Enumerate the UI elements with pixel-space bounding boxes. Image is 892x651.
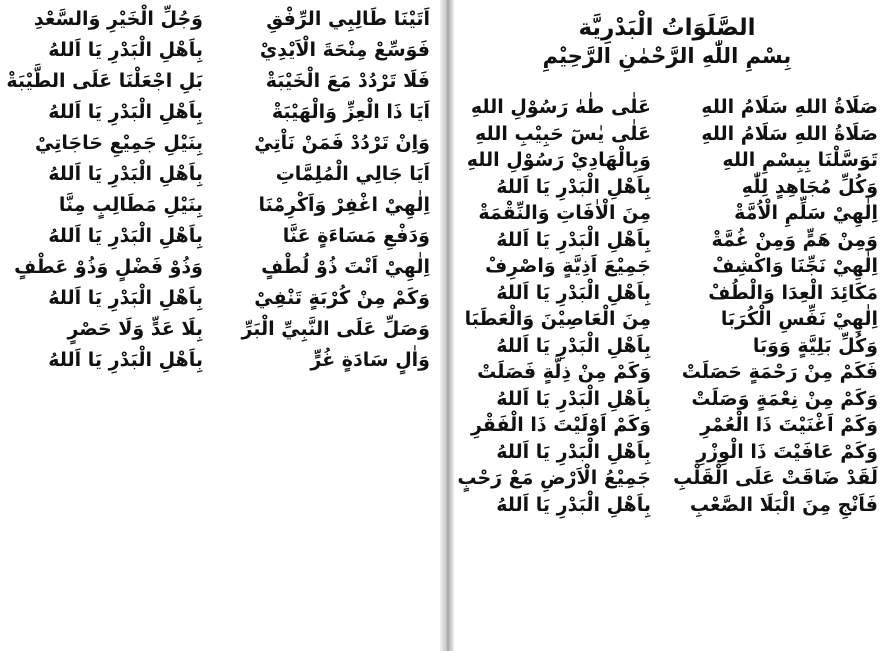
right-page xyxy=(446,0,892,651)
second-hemistich: بِاَهْلِ الْبَدْرِ يَا اَللهُ xyxy=(496,493,651,516)
verse-line xyxy=(18,97,430,128)
second-hemistich: بِاَهْلِ الْبَدْرِ يَا اَللهُ xyxy=(496,281,651,304)
first-hemistich: صَلَاةُ اللهِ سَلَامُ اللهِ xyxy=(701,122,878,145)
first-hemistich: وَدَفْعِ مَسَاءَةٍ عَنَّا xyxy=(282,225,430,247)
second-hemistich: بِاَهْلِ الْبَدْرِ يَا اَللهُ xyxy=(48,349,203,371)
verse-line xyxy=(456,465,878,492)
second-hemistich: بِاَهْلِ الْبَدْرِ يَا اَللهُ xyxy=(496,440,651,463)
first-hemistich: وَكُلِّ مُجَاهِدٍ لِلّٰهِ xyxy=(741,175,878,198)
first-hemistich: اِلٰهِيْ نَجِّنَا وَاكْشِفْ xyxy=(712,255,878,277)
first-hemistich: وَصَلِّ عَلَى النَّبِيِّ الْبَرِّ xyxy=(241,318,430,340)
second-hemistich: بِاَهْلِ الْبَدْرِ يَا اَللهُ xyxy=(48,163,203,185)
first-hemistich: اَيَا جَالِي الْمُلِمَّاتِ xyxy=(275,163,430,185)
first-hemistich: وَكُلِّ بَلِيَّةٍ وَوَبَا xyxy=(752,334,878,357)
verse-line xyxy=(456,253,878,280)
verse-list-left xyxy=(6,4,430,376)
verse-list-right xyxy=(456,94,878,518)
poem-title: الصَّلَوَاتُ الْبَدْرِيَّة xyxy=(578,15,756,41)
first-hemistich: وَمِنْ هَمٍّ وَمِنْ غُمَّةْ xyxy=(711,228,878,251)
second-hemistich: بِاَهْلِ الْبَدْرِ يَا اَللهُ xyxy=(48,287,203,309)
verse-line xyxy=(18,4,430,35)
second-hemistich: بِاَهْلِ الْبَدْرِ يَا اَللهُ xyxy=(496,228,651,251)
second-hemistich: بِاَهْلِ الْبَدْرِ يَا اَللهُ xyxy=(496,387,651,410)
second-hemistich: بِاَهْلِ الْبَدْرِ يَا اَللهُ xyxy=(496,175,651,198)
second-hemistich: جَمِيْعُ الْاَرْضِ مَعْ رَحْبٍ xyxy=(457,467,651,489)
verse-line xyxy=(18,283,430,314)
first-hemistich: اِلٰهِيْ اَنْتَ ذُوْ لُطْفٍ xyxy=(261,256,430,278)
verse-line xyxy=(456,359,878,386)
second-hemistich: بِاَهْلِ الْبَدْرِ يَا اَللهُ xyxy=(496,334,651,357)
first-hemistich: تَوَسَّلْنَا بِبِسْمِ اللهِ xyxy=(722,149,878,171)
first-hemistich: فَاَنْجِ مِنَ الْبَلَا الصَّعْبِ xyxy=(689,493,878,516)
second-hemistich: بِاَهْلِ الْبَدْرِ يَا اَللهُ xyxy=(48,225,203,247)
second-hemistich: وَبِالْهَادِيْ رَسُوْلِ اللهِ xyxy=(466,149,651,171)
verse-line xyxy=(456,147,878,174)
verse-line xyxy=(456,174,878,201)
second-hemistich: عَلٰى يٰسٓ حَبِيْبِ اللهِ xyxy=(474,122,651,145)
verse-line xyxy=(456,412,878,439)
verse-line xyxy=(456,492,878,519)
verse-line xyxy=(18,314,430,345)
first-hemistich: وَكَمْ عَافَيْتَ ذَا الْوِزْرِ xyxy=(696,440,878,463)
verse-line xyxy=(18,221,430,252)
second-hemistich: مِنَ الْعَاصِيْنَ وَالْعَطَبَا xyxy=(464,308,651,330)
second-hemistich: وَجُلِّ الْخَيْرِ وَالسَّعْدِ xyxy=(33,8,203,30)
first-hemistich: وَكَمْ مِنْ كُرْبَةٍ تَنْفِيْ xyxy=(254,287,430,309)
second-hemistich: بِاَهْلِ الْبَدْرِ يَا اَللهُ xyxy=(48,39,203,61)
verse-line xyxy=(18,128,430,159)
verse-line xyxy=(18,190,430,221)
verse-line xyxy=(456,439,878,466)
basmala: بِسْمِ اللّٰهِ الرَّحْمٰنِ الرَّحِيْمِ xyxy=(542,44,792,68)
first-hemistich: اَتَيْنَا طَالِبِي الرِّفْقِ xyxy=(266,8,430,30)
first-hemistich: فَلَا تَرْدُدْ مَعَ الْخَيْبَةْ xyxy=(265,70,430,92)
first-hemistich: اِلٰهِيْ نَفِّسِ الْكُرَبَا xyxy=(720,308,878,330)
verse-line xyxy=(18,35,430,66)
first-hemistich: وَاِنْ تَرْدُدْ فَمَنْ نَاْتِيْ xyxy=(254,132,430,154)
second-hemistich: وَذُوْ فَضْلٍ وَذُوْ عَطْفٍ xyxy=(14,256,203,278)
verse-line xyxy=(6,66,430,97)
second-hemistich: بِنَيْلِ جَمِيْعِ حَاجَاتِيْ xyxy=(34,132,203,154)
second-hemistich: جَمِيْعَ اَذِيَّةٍ وَاصْرِفْ xyxy=(485,255,651,277)
book-gutter xyxy=(440,0,454,651)
second-hemistich: وَكَمْ اَوْلَيْتَ ذَا الْفَقْرِ xyxy=(470,414,651,436)
verse-line xyxy=(456,227,878,254)
verse-line xyxy=(456,94,878,121)
first-hemistich: اِلٰهِيْ سَلِّمِ الْاُمَّةْ xyxy=(734,202,878,224)
verse-line xyxy=(14,252,430,283)
second-hemistich: بِنَيْلِ مَطَالِبٍ مِنَّا xyxy=(58,194,203,216)
first-hemistich: فَكَمْ مِنْ رَحْمَةٍ حَصَلَتْ xyxy=(681,361,878,383)
verse-line xyxy=(456,386,878,413)
first-hemistich: اِلٰهِيْ اغْفِرْ وَاَكْرِمْنَا xyxy=(258,194,430,216)
second-hemistich: بِاَهْلِ الْبَدْرِ يَا اَللهُ xyxy=(48,101,203,123)
verse-line xyxy=(456,333,878,360)
verse-line xyxy=(18,345,430,376)
first-hemistich: صَلَاةُ اللهِ سَلَامُ اللهِ xyxy=(701,96,878,118)
first-hemistich: فَوَسِّعْ مِنْحَةَ الْاَيْدِيْ xyxy=(259,39,430,61)
first-hemistich: وَكَمْ اَغْنَيْتَ ذَا الْعُمْرِ xyxy=(700,414,878,436)
verse-line xyxy=(456,280,878,307)
first-hemistich: مَكَائِدَ الْعِدَا وَالْطُفْ xyxy=(708,281,878,304)
verse-line xyxy=(456,306,878,333)
second-hemistich: بَلِ اجْعَلْنَا عَلَى الطَّيْبَةْ xyxy=(6,70,203,92)
second-hemistich: عَلٰى طٰهٰ رَسُوْلِ اللهِ xyxy=(470,96,651,118)
second-hemistich: وَكَمْ مِنْ ذِلَّةٍ فَصَلَتْ xyxy=(477,361,651,383)
verse-line xyxy=(456,200,878,227)
first-hemistich: وَكَمْ مِنْ نِعْمَةٍ وَصَلَتْ xyxy=(691,387,878,410)
verse-line xyxy=(456,121,878,148)
first-hemistich: اَيَا ذَا الْعِزِّ وَالْهَيْبَةْ xyxy=(271,101,430,123)
first-hemistich: وَاٰلٍ سَادَةٍ غُرٍّ xyxy=(310,349,430,371)
second-hemistich: بِلَا عَدٍّ وَلَا حَصْرٍ xyxy=(67,318,203,340)
first-hemistich: لَقَدْ ضَاقَتْ عَلَى الْقَلْبِ xyxy=(673,467,878,489)
verse-line xyxy=(18,159,430,190)
second-hemistich: مِنَ الْاٰفَاتِ وَالنِّقْمَةْ xyxy=(478,202,651,224)
